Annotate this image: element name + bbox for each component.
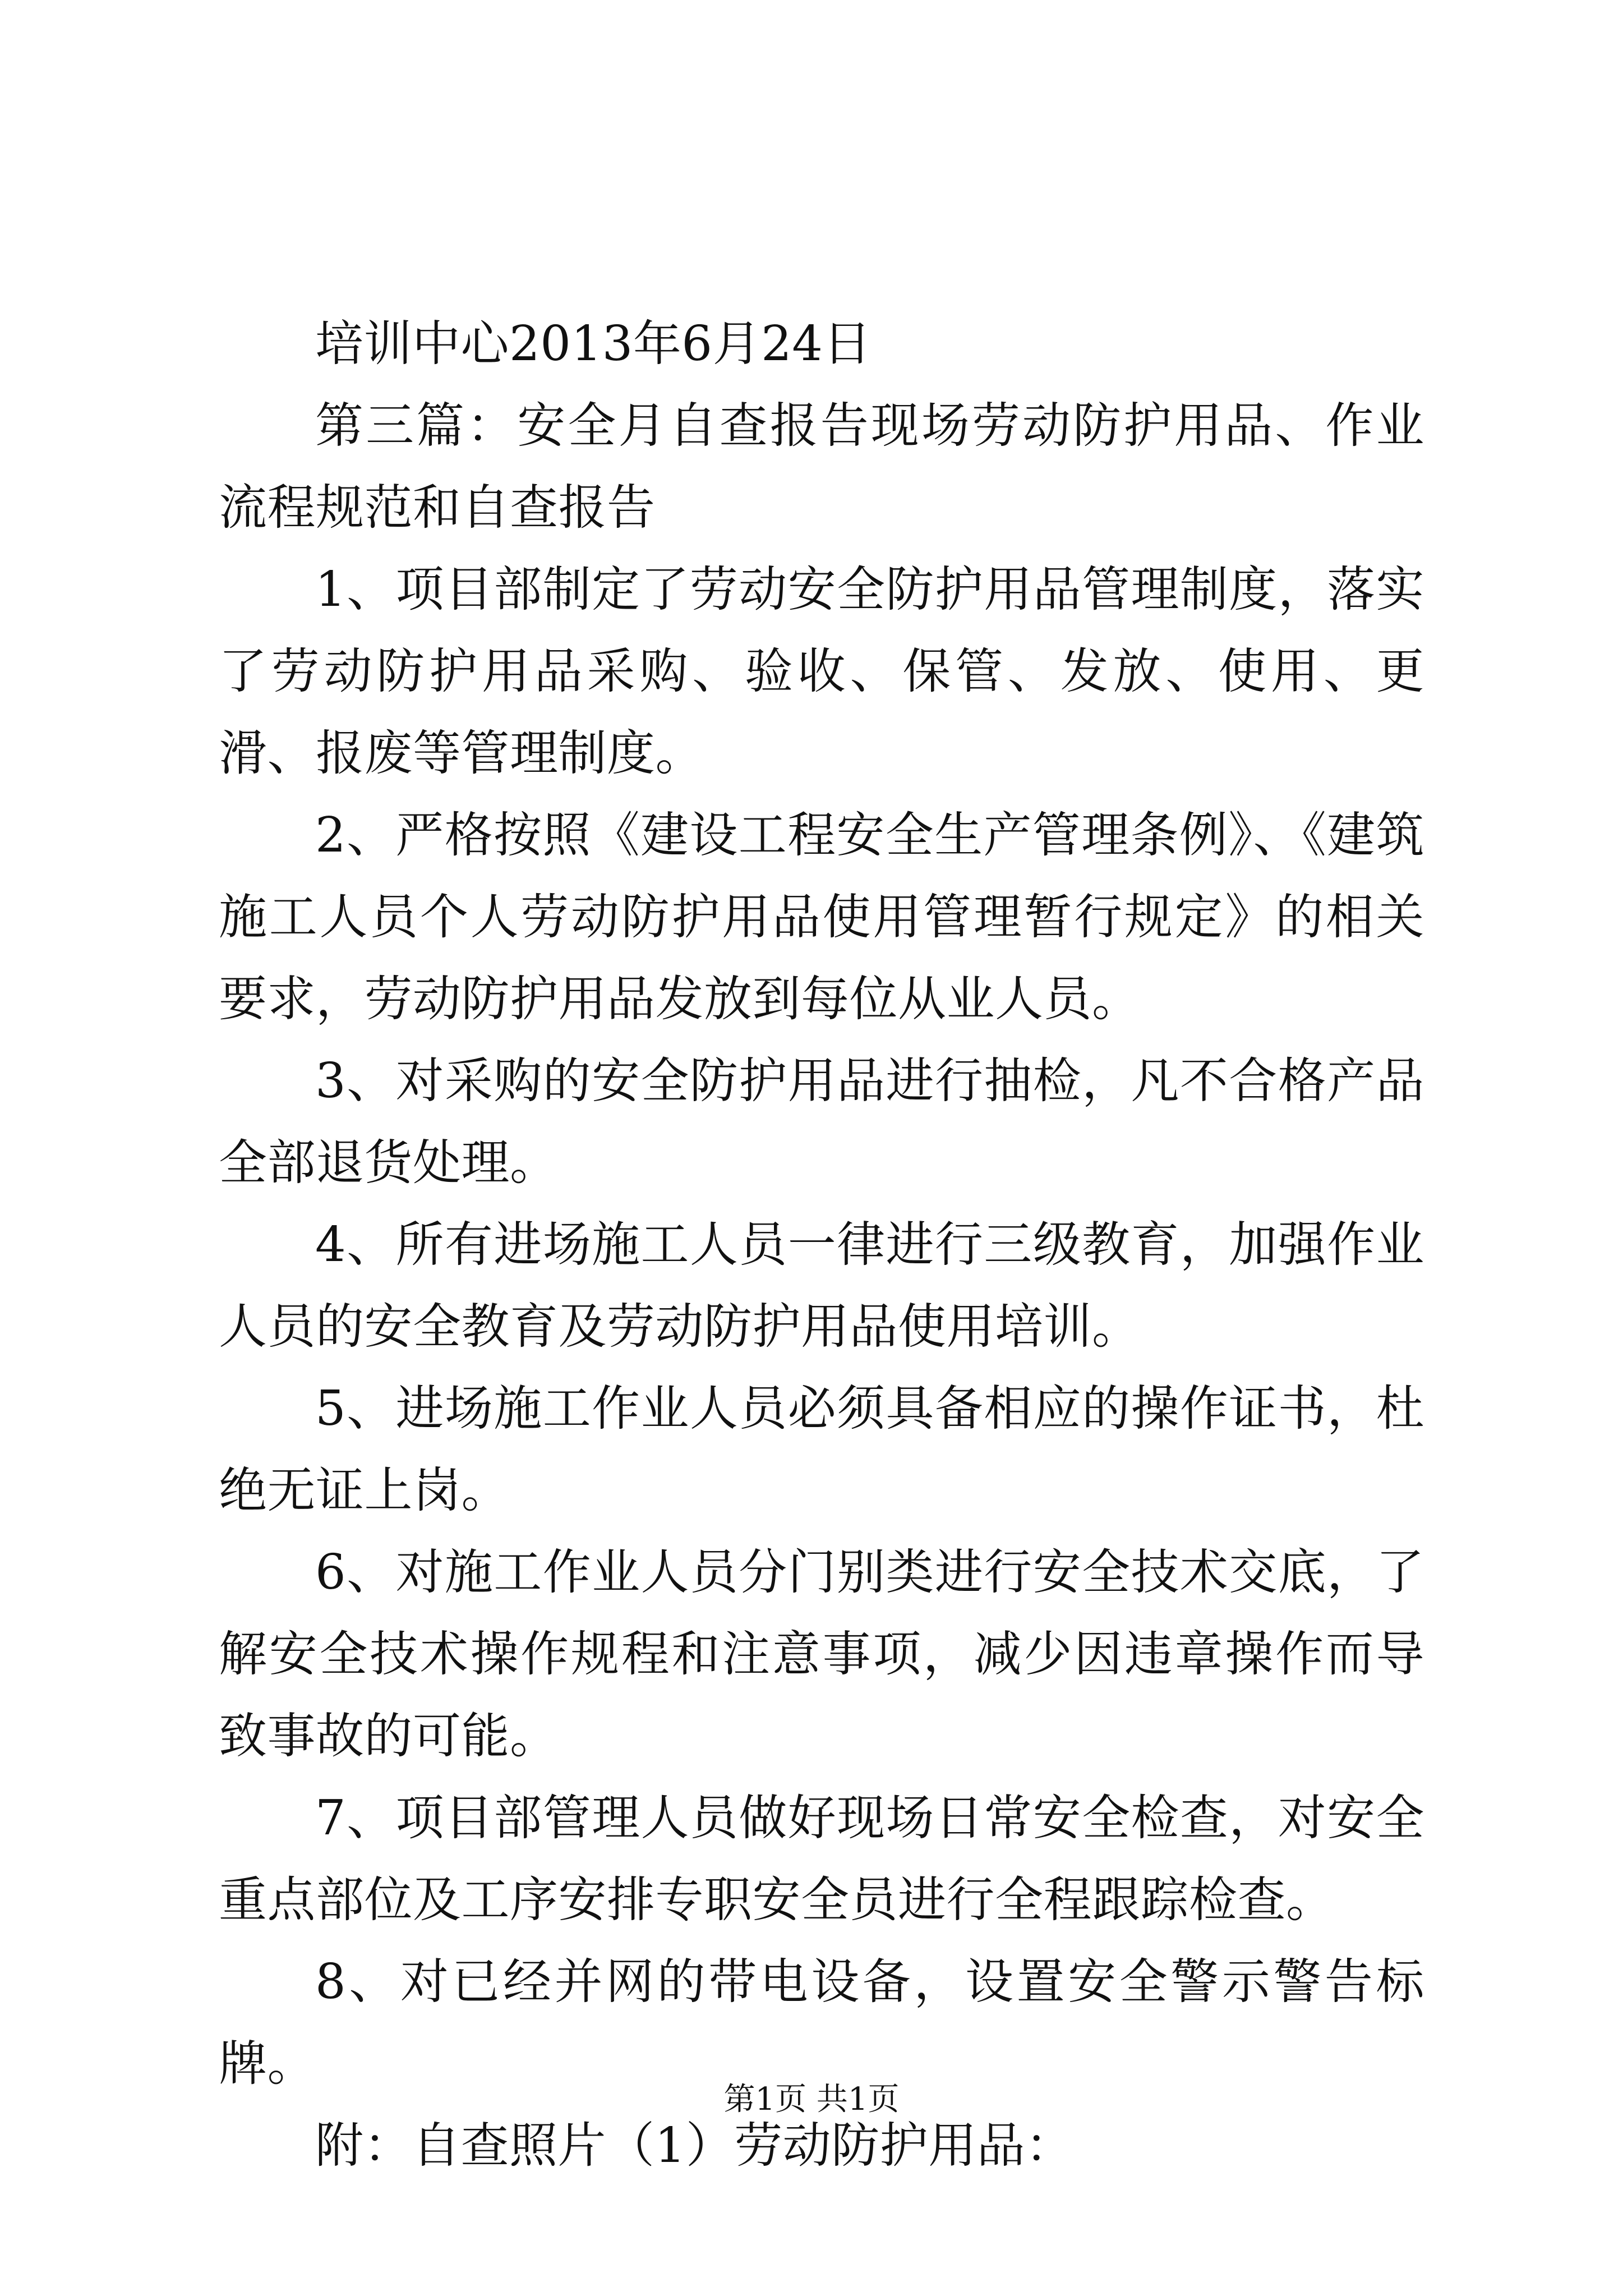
paragraph-7: 7、项目部管理人员做好现场日常安全检查，对安全重点部位及工序安排专职安全员进行全程跟踪检查。 xyxy=(219,1790,1424,1928)
paragraph-4: 4、所有进场施工人员一律进行三级教育，加强作业人员的安全教育及劳动防护用品使用培训。 xyxy=(219,1217,1424,1355)
paragraph-5: 5、进场施工作业人员必须具备相应的操作证书，杜绝无证上岗。 xyxy=(219,1381,1424,1519)
paragraph-2: 2、严格按照《建设工程安全生产管理条例》、《建筑施工人员个人劳动防护用品使用管理暂行规定》的相关要求，劳动防护用品发放到每位从业人员。 xyxy=(219,807,1424,1027)
paragraph-6: 6、对施工作业人员分门别类进行安全技术交底，了解安全技术操作规程和注意事项，减少因违章操作而导致事故的可能。 xyxy=(219,1544,1424,1764)
paragraph-3: 3、对采购的安全防护用品进行抽检，凡不合格产品全部退货处理。 xyxy=(219,1053,1424,1191)
document-body xyxy=(219,303,1424,2187)
date-line: 培训中心2013年6月24日 xyxy=(315,316,872,372)
paragraph-8: 8、对已经并网的带电设备，设置安全警示警告标牌。 xyxy=(219,1954,1424,2092)
attachment-line: 附：自查照片（1）劳动防护用品： xyxy=(315,2118,1074,2174)
page-number-footer: 第1页 共1页 xyxy=(723,2081,900,2118)
section-heading: 第三篇：安全月自查报告现场劳动防护用品、作业流程规范和自查报告 xyxy=(219,398,1424,536)
paragraph-1: 1、项目部制定了劳动安全防护用品管理制度，落实了劳动防护用品采购、验收、保管、发放、使用、更滑、报废等管理制度。 xyxy=(219,562,1424,781)
